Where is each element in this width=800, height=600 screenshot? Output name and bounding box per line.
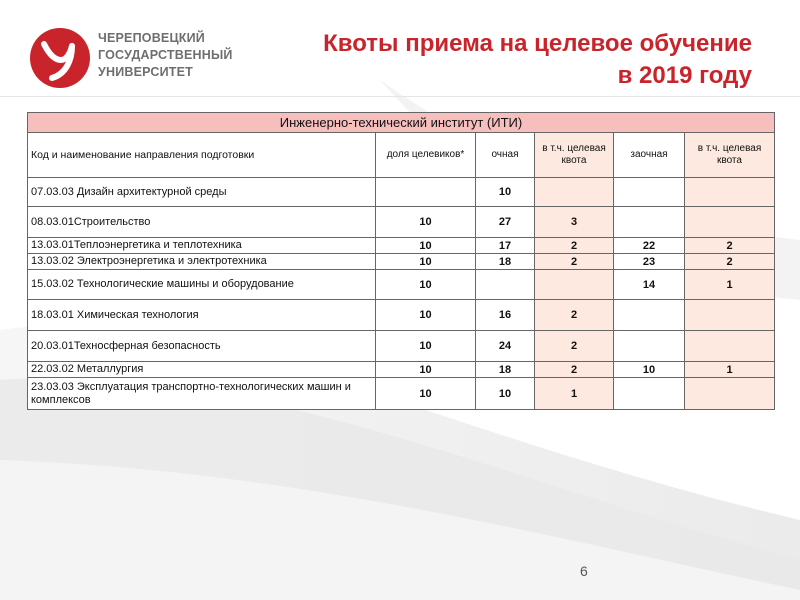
university-name [98,30,233,81]
fulltime-quota-cell: 1 [535,378,614,410]
university-name-line1: ЧЕРЕПОВЕЦКИЙ [98,31,205,45]
header-divider [0,96,800,97]
share-cell: 10 [376,300,476,331]
quota-table [27,112,775,410]
table-row [28,300,775,331]
page-title-line2: в 2019 году [617,62,752,89]
parttime-cell: 10 [614,362,685,378]
header-row [28,133,775,178]
parttime-cell [614,300,685,331]
share-cell: 10 [376,207,476,238]
header-share: доля целевиков* [376,133,476,178]
fulltime-quota-cell: 2 [535,362,614,378]
program-name: 18.03.01 Химическая технология [28,300,376,331]
program-name: 22.03.02 Металлургия [28,362,376,378]
parttime-quota-cell [685,207,775,238]
page-number: 6 [580,563,588,579]
fulltime-cell: 18 [476,362,535,378]
parttime-quota-cell [685,378,775,410]
table-row [28,207,775,238]
page-title [323,28,752,92]
table-row [28,362,775,378]
table-row [28,238,775,254]
parttime-quota-cell [685,331,775,362]
parttime-cell [614,178,685,207]
fulltime-cell [476,270,535,300]
header-parttime-quota: в т.ч. целевая квота [685,133,775,178]
parttime-quota-cell: 2 [685,238,775,254]
parttime-cell [614,331,685,362]
share-cell: 10 [376,254,476,270]
header-code-name: Код и наименование направления подготовки [28,133,376,178]
program-name: 15.03.02 Технологические машины и оборудование [28,270,376,300]
share-cell: 10 [376,238,476,254]
fulltime-quota-cell [535,178,614,207]
program-name: 07.03.03 Дизайн архитектурной среды [28,178,376,207]
share-cell: 10 [376,270,476,300]
parttime-quota-cell [685,178,775,207]
program-name: 13.03.02 Электроэнергетика и электротехника [28,254,376,270]
university-name-line2: ГОСУДАРСТВЕННЫЙ [98,48,233,62]
fulltime-cell: 27 [476,207,535,238]
parttime-cell: 23 [614,254,685,270]
fulltime-cell: 16 [476,300,535,331]
parttime-quota-cell [685,300,775,331]
program-name: 13.03.01Теплоэнергетика и теплотехника [28,238,376,254]
fulltime-cell: 17 [476,238,535,254]
parttime-quota-cell: 1 [685,362,775,378]
parttime-cell: 22 [614,238,685,254]
cherepovets-university-logo-icon [28,26,92,90]
fulltime-quota-cell: 2 [535,300,614,331]
fulltime-cell: 18 [476,254,535,270]
program-name: 08.03.01Строительство [28,207,376,238]
table-row [28,178,775,207]
share-cell: 10 [376,331,476,362]
fulltime-cell: 10 [476,178,535,207]
header-parttime: заочная [614,133,685,178]
table-row [28,270,775,300]
fulltime-quota-cell: 2 [535,254,614,270]
university-name-line3: УНИВЕРСИТЕТ [98,65,193,79]
share-cell: 10 [376,362,476,378]
parttime-cell [614,207,685,238]
table-row [28,254,775,270]
institute-name: Инженерно-технический институт (ИТИ) [28,113,775,133]
fulltime-cell: 24 [476,331,535,362]
institute-row [28,113,775,133]
program-name: 23.03.03 Эксплуатация транспортно-технологических машин и комплексов [28,378,376,410]
fulltime-quota-cell: 2 [535,238,614,254]
parttime-cell: 14 [614,270,685,300]
program-name: 20.03.01Техносферная безопасность [28,331,376,362]
table-row [28,378,775,410]
parttime-quota-cell: 2 [685,254,775,270]
parttime-quota-cell: 1 [685,270,775,300]
share-cell: 10 [376,378,476,410]
header-fulltime: очная [476,133,535,178]
fulltime-quota-cell: 3 [535,207,614,238]
header-fulltime-quota: в т.ч. целевая квота [535,133,614,178]
parttime-cell [614,378,685,410]
fulltime-quota-cell: 2 [535,331,614,362]
table-row [28,331,775,362]
fulltime-quota-cell [535,270,614,300]
fulltime-cell: 10 [476,378,535,410]
page-title-line1: Квоты приема на целевое обучение [323,30,752,57]
share-cell [376,178,476,207]
